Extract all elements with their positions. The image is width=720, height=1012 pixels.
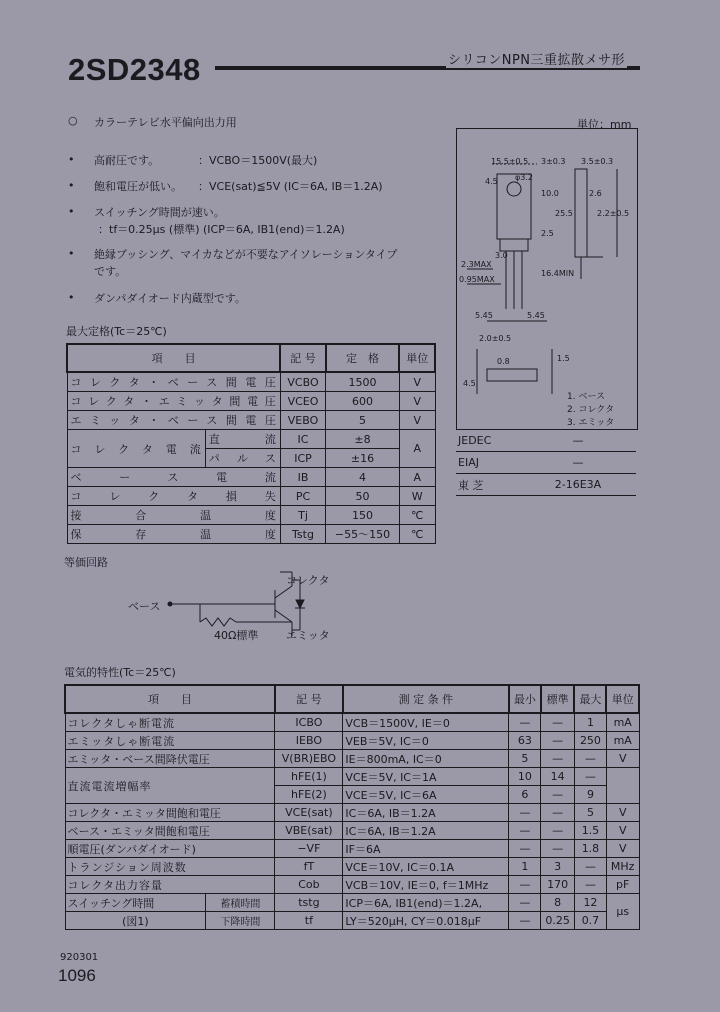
unit-label: 単位：mm	[577, 118, 632, 131]
table-row: コレクタ・エミッタ間飽和電圧 VCE(sat) IC＝6A, IB＝1.2A — — 5 V	[65, 804, 639, 822]
dim-label: 3±0.3	[541, 157, 566, 166]
feature-text: 絶縁ブッシング、マイカなどが不要なアイソレーションタイプ	[94, 248, 398, 261]
table-row: コレクタ・エミッタ間電圧 VCEO 600 V	[67, 392, 435, 411]
pin-label: 2. コレクタ	[567, 405, 615, 415]
date-code: 920301	[60, 952, 99, 963]
dim-label: 2.0±0.5	[479, 334, 512, 343]
bullet: •	[68, 291, 75, 304]
part-number: 2SD2348	[68, 52, 201, 87]
table-row: ベース・エミッタ間飽和電圧 VBE(sat) IC＝6A, IB＝1.2A — — 1.5 V	[65, 822, 639, 840]
table-row: 接合温度 Tj 150 ℃	[67, 506, 435, 525]
circuit-title: 等価回路	[64, 556, 108, 569]
feature-value: ：VCBO＝1500V(最大)	[198, 154, 318, 167]
dim-label: 0.95MAX	[459, 275, 495, 284]
dim-label: 3.0	[495, 251, 508, 260]
header-symbol: 記 号	[280, 344, 325, 372]
table-row: hFE(2) VCE＝5V, IC＝6A 6 — 9	[65, 786, 639, 804]
resistor-label: 40Ω標準	[214, 629, 259, 642]
dim-label: 4.5	[485, 177, 498, 186]
table-row: JEDEC —	[456, 430, 636, 452]
bullet: •	[68, 179, 75, 192]
table-row: ベース電流 IB 4 A	[67, 468, 435, 487]
elec-chars-table: 項 目 記 号 測 定 条 件 最小 標準 最大 単位 コレクタしゃ断電流 ICBO VCB＝1500V, IE＝0 — — 1 mA エミッタしゃ断電流 IEBO VEB＝5V, IC＝0 63 — 250 mA エミッタ・ベース間降伏電圧 V(BR)EBO IE＝800mA, IC＝0 5 — — V 直流電流増幅率 hFE(1) VCE＝5V, IC＝1A 10 14 — hFE(2) VCE＝5V, IC＝6A 6 — 9 コレクタ・エミッタ間飽和電圧 VCE(sat) IC＝6A, IB＝1.2A — — 5 V ベース・エミッタ間飽和電圧 VBE(sat) IC＝6A, IB＝1.2A — — 1.5 V 順電圧(ダンパダイオード) −VF IF＝6A — — 1.8 V トランジション周波数 fT VCE＝10V, IC＝0.1A 1 3 — MHz コレクタ出力容量 Cob VCB＝10V, IE＝0, f＝1MHz — 170 — pF スイッチング時間 蓄積時間 tstg ICP＝6A, IB1(end)＝1.2A, — 8 12 μs (図1) 下降時間 tf LY＝520μH, CY＝0.018μF — 0.25 0.7	[64, 684, 640, 930]
table-row: スイッチング時間 蓄積時間 tstg ICP＝6A, IB1(end)＝1.2A, — 8 12 μs	[65, 894, 639, 912]
dim-label: 2.2±0.5	[597, 209, 630, 218]
dim-label: 2.5	[541, 229, 554, 238]
feature-value: ：VCE(sat)≦5V (IC＝6A, IB＝1.2A)	[198, 180, 383, 193]
dim-label: 16.4MIN	[541, 269, 575, 278]
table-row: (図1) 下降時間 tf LY＝520μH, CY＝0.018μF — 0.25 0.7	[65, 912, 639, 930]
dim-label: 4.5	[463, 379, 476, 388]
table-row: 東 芝 2-16E3A	[456, 474, 636, 496]
table-row: コレクタしゃ断電流 ICBO VCB＝1500V, IE＝0 — — 1 mA	[65, 713, 639, 732]
table-row: コレクタ・ベース間電圧 VCBO 1500 V	[67, 372, 435, 392]
dim-label: 3.5±0.3	[581, 157, 614, 166]
dim-label: 5.45	[475, 311, 493, 320]
feature-text: ダンパダイオード内蔵型です。	[94, 292, 246, 305]
table-row: コレクタ出力容量 Cob VCB＝10V, IE＝0, f＝1MHz — 170 — pF	[65, 876, 639, 894]
dim-label: 15.5±0.5	[491, 157, 529, 166]
table-row: 順電圧(ダンパダイオード) −VF IF＝6A — — 1.8 V	[65, 840, 639, 858]
elec-chars-title: 電気的特性(Tc＝25℃)	[64, 666, 176, 679]
max-ratings-table	[66, 343, 436, 544]
application: カラーテレビ水平偏向出力用	[94, 116, 237, 129]
table-row: トランジション周波数 fT VCE＝10V, IC＝0.1A 1 3 — MHz	[65, 858, 639, 876]
table-row: エミッタ・ベース間降伏電圧 V(BR)EBO IE＝800mA, IC＝0 5 — — V	[65, 750, 639, 768]
feature-text: スイッチング時間が速い。	[94, 206, 225, 219]
base-label: ベース	[128, 600, 161, 613]
dim-label: 10.0	[541, 189, 559, 198]
package-standards	[456, 430, 636, 496]
table-row: コレクタ電流 直流 IC ±8 A	[67, 430, 435, 449]
pin-label: 1. ベース	[567, 392, 605, 402]
dim-label: 0.8	[497, 357, 510, 366]
feature-text: 高耐圧です。	[94, 154, 160, 167]
package-drawing	[456, 128, 638, 430]
dim-label: 1.5	[557, 354, 570, 363]
dim-label: 2.3MAX	[461, 260, 492, 269]
max-ratings-title: 最大定格(Tc＝25℃)	[66, 325, 167, 338]
emitter-label: エミッタ	[286, 629, 330, 642]
header-unit: 単位	[399, 344, 435, 372]
table-row: コレクタ損失 PC 50 W	[67, 487, 435, 506]
table-row: エミッタ・ベース間電圧 VEBO 5 V	[67, 411, 435, 430]
dim-label: 2.6	[589, 189, 602, 198]
mount-hole	[507, 182, 521, 196]
table-row: 保存温度 Tstg −55〜150 ℃	[67, 525, 435, 544]
dim-label: φ3.2	[515, 173, 533, 182]
table-row: エミッタしゃ断電流 IEBO VEB＝5V, IC＝0 63 — 250 mA	[65, 732, 639, 750]
bullet: •	[68, 153, 75, 166]
page-number: 1096	[58, 966, 96, 985]
table-row: パルス ICP ±16	[67, 449, 435, 468]
pin-label: 3. エミッタ	[567, 418, 615, 428]
subtitle: シリコンNPN三重拡散メサ形	[446, 49, 627, 68]
header-value: 定 格	[326, 344, 400, 372]
collector-label: コレクタ	[286, 574, 330, 587]
header-item: 項 目	[67, 344, 280, 372]
bullet: •	[68, 205, 75, 218]
feature-value: ：tf＝0.25μs (標準) (ICP＝6A, IB1(end)＝1.2A)	[98, 223, 345, 236]
app-bullet: ○	[68, 114, 78, 127]
dim-label: 5.45	[527, 311, 545, 320]
feature-text: です。	[94, 265, 127, 278]
dim-label: 25.5	[555, 209, 573, 218]
table-row: EIAJ —	[456, 452, 636, 474]
feature-text: 飽和電圧が低い。	[94, 180, 182, 193]
package-body	[497, 174, 531, 239]
bullet: •	[68, 247, 75, 260]
table-row: 直流電流増幅率 hFE(1) VCE＝5V, IC＝1A 10 14 —	[65, 768, 639, 786]
